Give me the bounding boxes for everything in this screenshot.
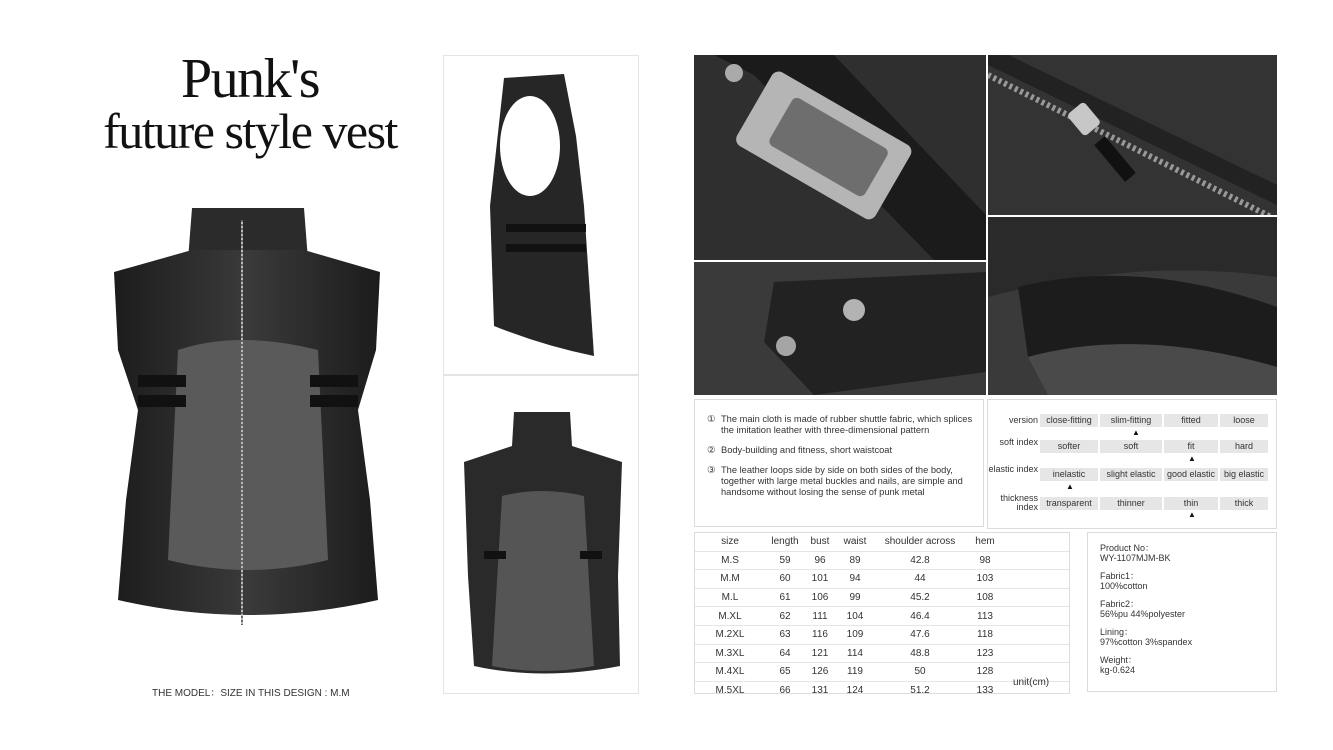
side-view-panel [443, 55, 639, 375]
title-line-1: Punk's [180, 48, 320, 110]
table-cell: 60 [779, 573, 791, 585]
feature-number: ③ [707, 465, 716, 475]
table-cell: 116 [812, 629, 828, 641]
table-cell: 47.6 [910, 629, 930, 641]
index-option: hard [1220, 440, 1268, 453]
table-cell: 59 [779, 554, 791, 566]
table-cell: 121 [811, 647, 829, 659]
table-cell: M.XL [718, 610, 742, 622]
table-row [695, 644, 1069, 663]
table-cell: M.5XL [715, 685, 745, 697]
vest-back-image [444, 376, 639, 694]
table-cell: 114 [847, 647, 863, 659]
table-cell: 62 [779, 610, 791, 622]
column-header: shoulder across [884, 536, 956, 548]
column-header: length [771, 536, 799, 548]
lining-value: 97%cotton 3%spandex [1100, 637, 1193, 647]
table-cell: 66 [779, 685, 791, 697]
table-cell: 46.4 [910, 610, 930, 622]
table-cell: 48.8 [910, 647, 930, 659]
column-header: hem [975, 536, 995, 548]
fabric2-label: Fabric2： [1100, 599, 1140, 609]
table-cell: 51.2 [910, 685, 930, 697]
weight-group [1100, 655, 1264, 675]
table-row [695, 625, 1069, 644]
table-cell: 123 [976, 647, 994, 659]
detail-zipper-photo [988, 55, 1277, 215]
vest-front-image [108, 200, 388, 640]
table-row [695, 607, 1069, 626]
table-cell: M.2XL [715, 629, 745, 641]
detail-buckle-photo [694, 55, 986, 260]
size-table [695, 533, 1069, 699]
page-title [60, 48, 440, 159]
table-row [695, 588, 1069, 607]
selected-marker-icon: ▲ [1188, 454, 1196, 463]
table-cell: 104 [846, 610, 864, 622]
index-option: inelastic [1040, 468, 1098, 481]
table-cell: 98 [979, 554, 991, 566]
table-cell: 99 [849, 592, 861, 604]
index-label: soft index [999, 437, 1038, 447]
table-cell: 119 [847, 666, 863, 678]
title-line-2: future style vest [103, 102, 397, 159]
rivet-detail-image [694, 262, 986, 395]
feature-text: The main cloth is made of rubber shuttle fabric, which splices the imitation leather with three-dimensional pattern [721, 414, 973, 435]
index-option: close-fitting [1040, 414, 1098, 427]
table-cell: 124 [846, 685, 864, 697]
detail-hem-photo [988, 217, 1277, 395]
table-cell: 111 [812, 610, 828, 622]
table-cell: 50 [914, 666, 926, 678]
index-label: thickness index [1000, 493, 1038, 512]
table-cell: 44 [914, 573, 926, 585]
table-cell: 118 [977, 629, 993, 641]
index-option: thinner [1100, 497, 1162, 510]
index-option: big elastic [1220, 468, 1268, 481]
selected-marker-icon: ▲ [1188, 510, 1196, 519]
selected-marker-icon: ▲ [1132, 428, 1140, 437]
fabric2-value: 56%pu 44%polyester [1100, 609, 1186, 619]
table-cell: 89 [849, 554, 861, 566]
table-cell: 101 [811, 573, 829, 585]
fabric1-label: Fabric1： [1100, 571, 1140, 581]
fabric2-group [1100, 599, 1264, 619]
selected-marker-icon: ▲ [1066, 482, 1074, 491]
table-cell: M.L [721, 592, 739, 604]
table-cell: 42.8 [910, 554, 930, 566]
table-cell: 45.2 [910, 592, 930, 604]
table-cell: 126 [811, 666, 829, 678]
table-cell: 61 [779, 592, 791, 604]
index-option: soft [1100, 440, 1162, 453]
index-option: good elastic [1164, 468, 1218, 481]
table-cell: M.3XL [715, 647, 745, 659]
zipper-detail-image [988, 55, 1277, 215]
hem-detail-image [988, 217, 1277, 395]
table-cell: 133 [976, 685, 994, 697]
index-option: fit [1164, 440, 1218, 453]
index-option: thick [1220, 497, 1268, 510]
table-header-row [695, 533, 1069, 551]
feature-item [707, 414, 975, 436]
feature-text: The leather loops side by side on both sides of the body, together with large metal buckles and nails, are simple and handsome without losing the sense of punk metal [721, 465, 963, 497]
column-header: waist [843, 536, 867, 548]
product-number-label: Product No： [1100, 543, 1155, 553]
fabric1-value: 100%cotton [1100, 581, 1148, 591]
table-cell: 113 [977, 610, 993, 622]
index-row-thickness [988, 493, 1278, 525]
detail-rivet-photo [694, 262, 986, 395]
table-cell: 108 [976, 592, 994, 604]
index-option: transparent [1040, 497, 1098, 510]
feature-list [694, 399, 984, 527]
fabric1-group [1100, 571, 1264, 591]
table-cell: 109 [846, 629, 864, 641]
back-view-panel [443, 375, 639, 694]
table-cell: 65 [779, 666, 791, 678]
vest-side-image [444, 56, 639, 375]
buckle-detail-image [694, 55, 986, 260]
feature-number: ② [707, 445, 716, 455]
product-number-value: WY-1107MJM-BK [1100, 553, 1171, 563]
index-label: version [1008, 415, 1038, 425]
lining-label: Lining： [1100, 627, 1134, 637]
weight-label: Weight： [1100, 655, 1137, 665]
table-cell: 64 [779, 647, 791, 659]
table-cell: M.4XL [715, 666, 745, 678]
product-info-panel [1087, 532, 1277, 692]
table-row [695, 551, 1069, 570]
table-cell: 131 [811, 685, 829, 697]
feature-number: ① [707, 414, 716, 424]
index-option: thin [1164, 497, 1218, 510]
table-cell: 96 [814, 554, 826, 566]
table-cell: 94 [849, 573, 861, 585]
table-cell: M.M [720, 573, 740, 585]
feature-item [707, 465, 975, 498]
table-cell: 63 [779, 629, 791, 641]
column-header: bust [810, 536, 830, 548]
lining-group [1100, 627, 1264, 647]
table-cell: M.S [721, 554, 739, 566]
table-cell: 103 [976, 573, 994, 585]
product-index-panel [987, 399, 1277, 529]
index-option: fitted [1164, 414, 1218, 427]
table-cell: 106 [811, 592, 829, 604]
index-option: softer [1040, 440, 1098, 453]
weight-value: kg-0.624 [1100, 665, 1136, 675]
product-number-group [1100, 543, 1264, 563]
size-chart [694, 532, 1070, 697]
feature-item [707, 445, 975, 456]
index-option: slight elastic [1100, 468, 1162, 481]
index-option: slim-fitting [1100, 414, 1162, 427]
index-option: loose [1220, 414, 1268, 427]
column-header: size [721, 536, 739, 548]
unit-label: unit(cm) [1013, 677, 1050, 688]
index-row-elastic [988, 464, 1278, 496]
table-row [695, 570, 1069, 589]
feature-text: Body-building and fitness, short waistcoat [721, 445, 893, 455]
model-size-caption: THE MODEL：SIZE IN THIS DESIGN : M.M [152, 688, 350, 699]
table-cell: 128 [976, 666, 994, 678]
index-label: elastic index [988, 464, 1038, 474]
